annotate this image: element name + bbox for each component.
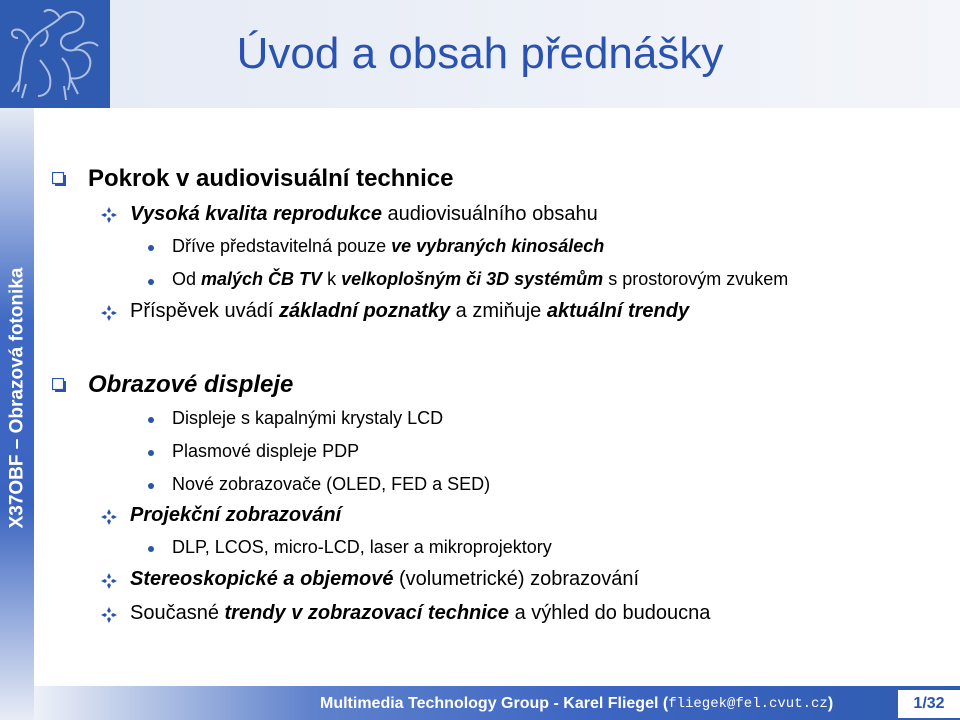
item-trends: Současné trendy v zobrazovací technice a výhled do budoucna (130, 602, 711, 624)
item-pdp: Plasmové displeje PDP (172, 441, 360, 461)
checkbox-bullet-icon (52, 378, 66, 392)
item-stereo: Stereoskopické a objemové (volumetrické) zobrazování (130, 568, 640, 590)
diamond-bullet-icon (100, 572, 118, 590)
item-oled: Nové zobrazovače (OLED, FED a SED) (172, 474, 491, 494)
dot-bullet-icon (148, 279, 154, 285)
checkbox-bullet-icon (52, 172, 66, 186)
page-title: Úvod a obsah přednášky (236, 29, 724, 78)
section-displays: Obrazové displeje (88, 371, 294, 398)
section-audiovisual: Pokrok v audiovisuální technice (88, 165, 454, 192)
dot-bullet-icon (148, 546, 154, 552)
item-quality: Vysoká kvalita reprodukce audiovisuálního obsahu (130, 203, 598, 225)
footer-credit: Multimedia Technology Group - Karel Fliegel ( fliegek@fel.cvut.cz ) (320, 695, 834, 712)
item-cinema: Dříve představitelná pouze ve vybraných kinosálech (172, 236, 605, 256)
footer-email: fliegek@fel.cvut.cz (668, 696, 828, 712)
item-projection: Projekční zobrazování (130, 504, 342, 526)
page-number: 1/32 (898, 690, 960, 718)
diamond-bullet-icon (100, 508, 118, 526)
item-tv: Od malých ČB TV k velkoplošným či 3D systémům s prostorovým zvukem (172, 269, 789, 289)
dot-bullet-icon (148, 483, 154, 489)
diamond-bullet-icon (100, 606, 118, 624)
diamond-bullet-icon (100, 304, 118, 322)
item-lcd: Displeje s kapalnými krystaly LCD (172, 408, 444, 428)
dot-bullet-icon (148, 245, 154, 251)
dot-bullet-icon (148, 417, 154, 423)
item-contribution: Příspěvek uvádí základní poznatky a zmiňuje aktuální trendy (130, 300, 690, 322)
diamond-bullet-icon (100, 206, 118, 224)
item-dlp: DLP, LCOS, micro-LCD, laser a mikroprojektory (172, 537, 552, 557)
dot-bullet-icon (148, 450, 154, 456)
sidebar-label: X37OBF – Obrazová fotonika (6, 267, 28, 529)
